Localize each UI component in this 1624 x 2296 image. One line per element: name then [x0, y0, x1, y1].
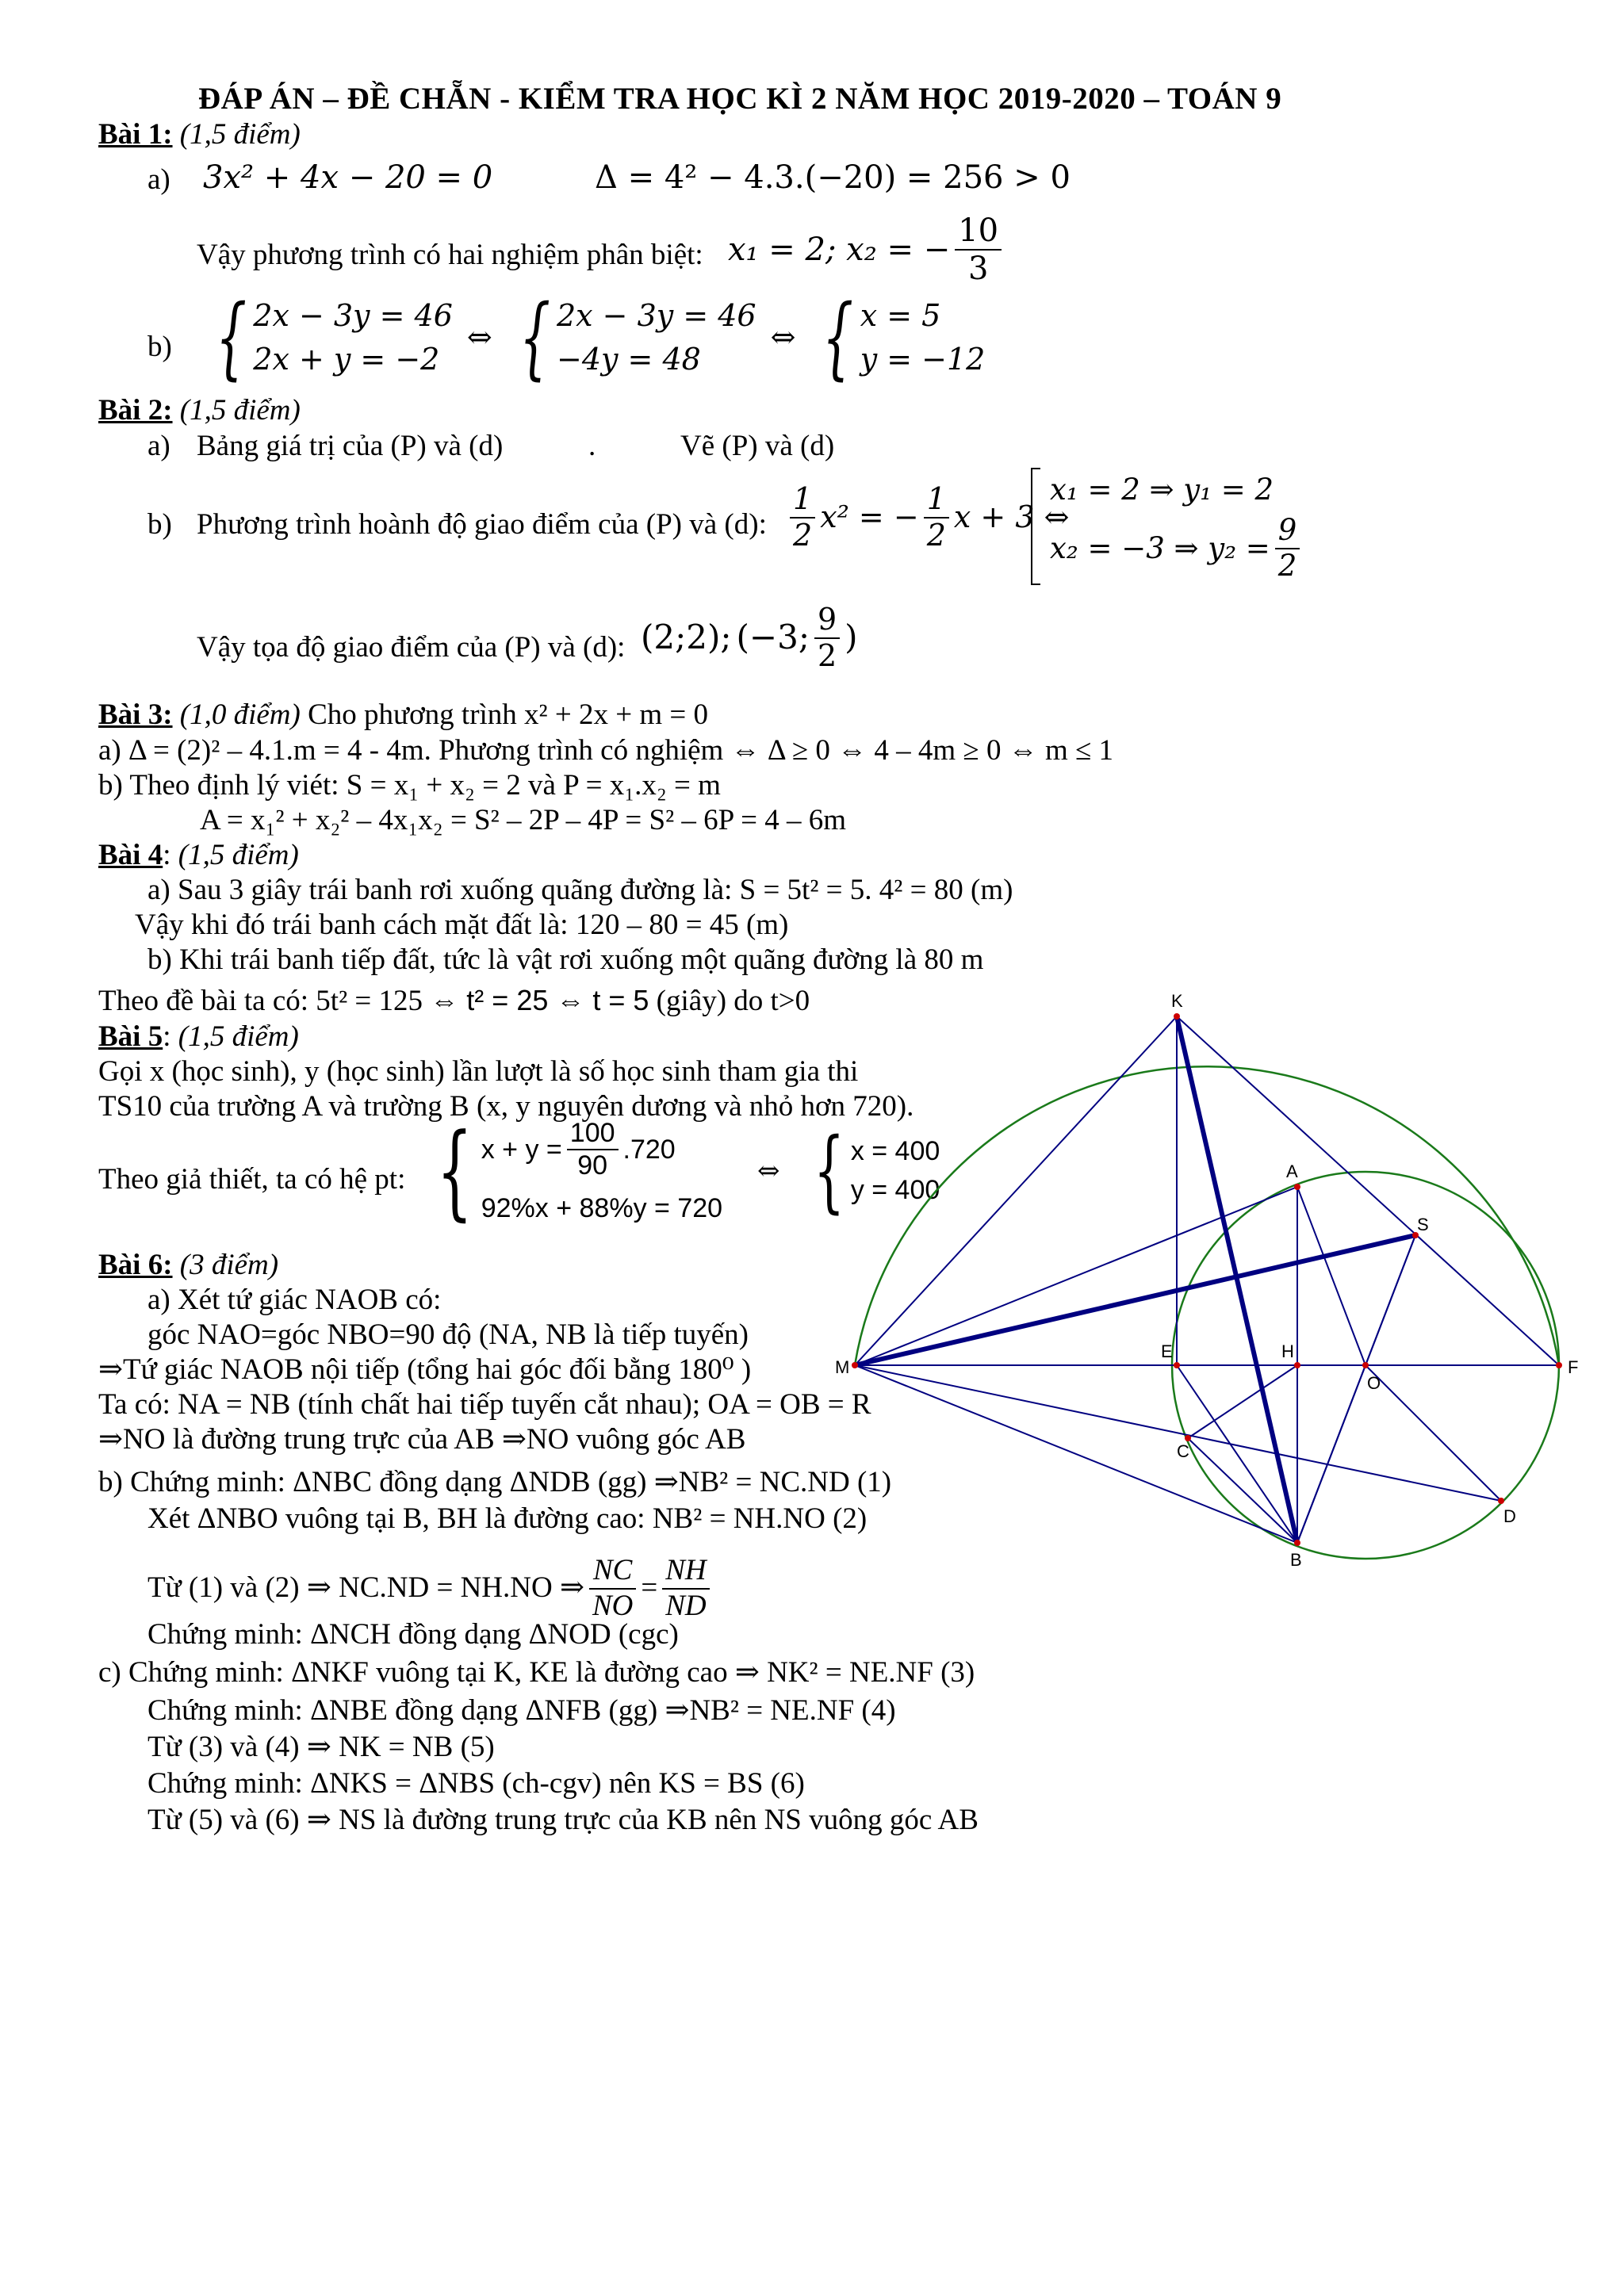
bai5-system2: { x = 400 y = 400	[813, 1119, 940, 1223]
bai5-line3: Theo giả thiết, ta có hệ pt:	[98, 1163, 406, 1196]
line-kf	[1177, 1016, 1559, 1365]
point-o	[1362, 1362, 1369, 1368]
bai6-heading: Bài 6:	[98, 1249, 173, 1281]
bai2-a-text2: Vẽ (P) và (d)	[680, 430, 835, 462]
bai2-b-equation	[785, 482, 1069, 553]
bai2-b-case2-num: 9	[1275, 514, 1300, 549]
geometry-figure	[825, 983, 1610, 1570]
bai6-ratio-line	[147, 1554, 714, 1623]
bai6-line-12: Chứng minh: ΔNKS = ΔNBS (ch-cgv) nên KS = BS (6)	[147, 1767, 805, 1800]
bai5-line2: TS10 của trường A và trường B (x, y nguyên dương và nhỏ hơn 720).	[98, 1090, 914, 1123]
bai1-a-roots	[728, 212, 1006, 287]
bai4-b2-part1: Theo đề bài ta có: 5t² = 125	[98, 985, 423, 1017]
bai1-a-frac-num: 10	[955, 212, 1002, 251]
bai2-b-half1-num: 1	[790, 482, 815, 519]
bai5-sys1-line1	[481, 1118, 722, 1181]
bai1-heading: Bài 1:	[98, 118, 173, 151]
bai1-a-delta: Δ = 4² − 4.3.(−20) = 256 > 0	[595, 159, 1071, 196]
bai2-b-point1: (2;2);	[641, 618, 732, 657]
bai1-b-system2: { 2x − 3y = 46 −4y = 48	[519, 286, 756, 389]
point-d	[1498, 1498, 1504, 1504]
label-b: B	[1290, 1550, 1302, 1570]
bai6-heading-line	[98, 1248, 278, 1283]
bai4-a: a) Sau 3 giây trái banh rơi xuống quãng đường là: S = 5t² = 5. 4² = 80 (m)	[147, 874, 1013, 906]
label-c: C	[1177, 1441, 1189, 1461]
line-ch	[1188, 1365, 1297, 1438]
bai4-b2-part3: (giây) do t>0	[656, 985, 810, 1017]
bai2-b-point2-num: 9	[814, 603, 840, 639]
bai3-b2: A = x₁² + x₂² – 4x₁x₂ = S² – 2P – 4P = S² – 6P = 4 – 6m	[200, 804, 847, 836]
bai2-b-label: b)	[147, 508, 172, 541]
label-a: A	[1286, 1161, 1298, 1181]
point-m	[852, 1362, 858, 1368]
label-f: F	[1568, 1357, 1579, 1377]
label-m: M	[835, 1357, 850, 1377]
bai4-b2-part2: ⇔ t² = 25 ⇔ t = 5	[430, 984, 649, 1016]
line-od	[1365, 1365, 1501, 1501]
bai6-line-7: Từ (1) và (2) ⇒ NC.ND = NH.NO ⇒	[147, 1571, 584, 1605]
bai2-b-case2: x₂ = −3 ⇒ y₂ =	[1050, 530, 1270, 565]
line-mb	[855, 1365, 1297, 1543]
bai2-b-case2-den: 2	[1277, 549, 1297, 583]
bai3-heading: Bài 3:	[98, 698, 173, 731]
point-e	[1174, 1362, 1180, 1368]
bai6-line-1: góc NAO=góc NBO=90 độ (NA, NB là tiếp tuyến)	[147, 1318, 749, 1351]
point-h	[1294, 1362, 1300, 1368]
bai3-a: a) Δ = (2)² – 4.1.m = 4 - 4m. Phương trình có nghiệm ⇔ Δ ≥ 0 ⇔ 4 – 4m ≥ 0 ⇔ m ≤ 1	[98, 734, 1114, 767]
point-f	[1556, 1362, 1562, 1368]
bai2-points: (1,5 điểm)	[179, 394, 301, 427]
point-c	[1185, 1435, 1191, 1441]
bai2-b-eq-part1: x² = −	[820, 499, 919, 534]
bai1-a-frac-den: 3	[967, 251, 989, 287]
bai3-intro: Cho phương trình x² + 2x + m = 0	[308, 698, 709, 731]
bai5-equiv: ⇔	[757, 1155, 780, 1188]
bai1-b-system1: { 2x − 3y = 46 2x + y = −2	[216, 286, 453, 389]
line-mk	[855, 1016, 1177, 1365]
bai1-heading-line	[98, 117, 301, 152]
bai2-b-half2-num: 1	[924, 482, 949, 519]
bai2-b-case2-frac	[1275, 514, 1300, 583]
bai2-b-half2-den: 2	[926, 517, 946, 553]
bai2-b-point2-open: (−3;	[736, 618, 810, 657]
bai3-heading-line	[98, 698, 708, 733]
bai4-b2-line	[98, 983, 810, 1019]
bai2-b-eq-part2: x + 3 ⇔	[953, 499, 1070, 534]
bai5-system1: { x + y = $\frac{100}{90}$ .720 92%x + 88%y = 720	[436, 1111, 723, 1232]
bai2-b-cases	[1031, 468, 1304, 585]
bai1-b-sys3-line2: y = −12	[860, 342, 986, 377]
bai1-b-equiv1: ⇔	[466, 320, 492, 355]
page-title: ĐÁP ÁN – ĐỀ CHẴN - KIỂM TRA HỌC KÌ 2 NĂM HỌC 2019-2020 – TOÁN 9	[198, 82, 1282, 116]
bai2-heading: Bài 2:	[98, 394, 173, 427]
label-e: E	[1161, 1341, 1173, 1361]
line-md	[855, 1365, 1501, 1501]
bai4-a2: Vậy khi đó trái banh cách mặt đất là: 120 – 80 = 45 (m)	[135, 909, 789, 941]
bai5-sys1-den: 90	[577, 1150, 608, 1181]
bai4-points: (1,5 điểm)	[178, 839, 299, 871]
bai2-b-half1-den: 2	[793, 517, 813, 553]
label-k: K	[1171, 991, 1183, 1011]
line-ao	[1297, 1187, 1365, 1365]
point-b	[1294, 1540, 1300, 1546]
bai5-heading: Bài 5	[98, 1020, 163, 1053]
bai2-a-dot: .	[588, 430, 596, 462]
label-o: O	[1367, 1373, 1381, 1393]
bai6-line-5: b) Chứng minh: ΔNBC đồng dạng ΔNDB (gg) ⇒NB² = NC.ND (1)	[98, 1466, 892, 1498]
bai5-sys2-line2: y = 400	[850, 1175, 940, 1206]
bai2-heading-line	[98, 393, 301, 428]
bai2-b-text: Phương trình hoành độ giao điểm của (P) và (d):	[197, 508, 767, 541]
label-d: D	[1503, 1506, 1516, 1526]
bai4-b: b) Khi trái banh tiếp đất, tức là vật rơi xuống một quãng đường là 80 m	[147, 943, 984, 976]
bai6-ratio-eq: =	[641, 1571, 658, 1605]
bai4-heading: Bài 4	[98, 839, 163, 871]
label-s: S	[1417, 1215, 1429, 1234]
bai1-b-systems	[200, 286, 988, 389]
bai6-ratio-num2: NH	[662, 1554, 709, 1590]
bai6-line-4: ⇒NO là đường trung trực của AB ⇒NO vuông góc AB	[98, 1423, 746, 1456]
bai6-line-6: Xét ΔNBO vuông tại B, BH là đường cao: NB² = NH.NO (2)	[147, 1502, 868, 1535]
bai6-ratio-den2: ND	[665, 1589, 707, 1622]
bai5-sys1-frac	[567, 1118, 619, 1181]
bai4-colon: :	[163, 839, 171, 871]
bai5-points: (1,5 điểm)	[178, 1020, 299, 1053]
bai2-b-point2-den: 2	[817, 637, 837, 673]
bai1-b-sys3-line1: x = 5	[860, 297, 941, 333]
line-sb	[1297, 1235, 1415, 1543]
bai6-line-11: Từ (3) và (4) ⇒ NK = NB (5)	[147, 1731, 495, 1763]
bai2-b-conclusion: Vậy tọa độ giao điểm của (P) và (d):	[197, 631, 626, 664]
bai2-b-point2-frac	[814, 603, 840, 673]
bai5-sys2-line1: x = 400	[850, 1136, 940, 1167]
bai2-b-frac-half2	[924, 482, 949, 553]
bai1-a-fraction	[955, 212, 1002, 287]
bai1-b-sys1-line2: 2x + y = −2	[253, 342, 440, 377]
bai5-line1: Gọi x (học sinh), y (học sinh) lần lượt là số học sinh tham gia thi	[98, 1055, 859, 1088]
bai1-a-label: a)	[147, 163, 170, 196]
bai2-b-points	[641, 603, 858, 673]
bai6-line-3: Ta có: NA = NB (tính chất hai tiếp tuyến cắt nhau); OA = OB = R	[98, 1388, 871, 1421]
bai4-heading-line	[98, 838, 299, 873]
bai6-line-2: ⇒Tứ giác NAOB nội tiếp (tổng hai góc đối bằng 180⁰ )	[98, 1353, 752, 1386]
bai5-colon: :	[163, 1020, 171, 1053]
bai1-a-equation: 3x² + 4x − 20 = 0	[203, 159, 493, 196]
bai1-points: (1,5 điểm)	[179, 118, 301, 151]
bai6-line-9: c) Chứng minh: ΔNKF vuông tại K, KE là đường cao ⇒ NK² = NE.NF (3)	[98, 1656, 975, 1689]
bai5-sys1-num: 100	[567, 1118, 619, 1150]
point-a	[1294, 1184, 1300, 1190]
bai2-a-text: Bảng giá trị của (P) và (d)	[197, 430, 504, 462]
bai2-a-label: a)	[147, 430, 170, 462]
bai6-ratio-num1: NC	[589, 1554, 636, 1590]
bai1-b-system3: { x = 5 y = −12	[822, 286, 986, 389]
bai2-b-case2-row	[1050, 512, 1304, 585]
bai5-heading-line	[98, 1020, 299, 1054]
bai1-a-roots-text: x₁ = 2; x₂ = −	[728, 232, 951, 268]
bai5-sys1-a: x + y =	[481, 1134, 562, 1165]
bai2-b-point2-close: )	[845, 618, 858, 657]
bai5-sys1-b: .720	[622, 1134, 676, 1165]
bai3-b: b) Theo định lý viét: S = x₁ + x₂ = 2 và P = x₁.x₂ = m	[98, 769, 721, 802]
bai2-b-frac-half1	[790, 482, 815, 553]
bai1-b-sys2-line1: 2x − 3y = 46	[556, 297, 756, 333]
bai6-line-10: Chứng minh: ΔNBE đồng dạng ΔNFB (gg) ⇒NB² = NE.NF (4)	[147, 1694, 896, 1727]
bai1-b-label: b)	[147, 331, 172, 363]
bai3-points: (1,0 điểm)	[179, 698, 301, 731]
bai6-points: (3 điểm)	[179, 1249, 279, 1281]
bai6-line-13: Từ (5) và (6) ⇒ NS là đường trung trực của KB nên NS vuông góc AB	[147, 1804, 979, 1836]
bai1-a-conclusion: Vậy phương trình có hai nghiệm phân biệt:	[197, 239, 703, 271]
bai1-b-sys1-line1: 2x − 3y = 46	[253, 297, 453, 333]
bai2-b-cases-bracket	[1031, 468, 1040, 585]
bai6-ratio-frac2	[662, 1554, 709, 1623]
point-k	[1174, 1013, 1180, 1020]
bai6-line-8: Chứng minh: ΔNCH đồng dạng ΔNOD (cgc)	[147, 1618, 679, 1651]
bai1-b-equiv2: ⇔	[770, 320, 796, 355]
bai6-line-0: a) Xét tứ giác NAOB có:	[147, 1284, 442, 1316]
bai1-b-sys2-line2: −4y = 48	[556, 342, 701, 377]
bai5-sys1-line2: 92%x + 88%y = 720	[481, 1193, 723, 1224]
line-kb-bold	[1177, 1016, 1297, 1543]
label-h: H	[1281, 1341, 1294, 1361]
line-ms-bold	[855, 1235, 1415, 1365]
bai6-ratio-frac1	[589, 1554, 636, 1623]
large-circle-arc	[855, 1066, 1559, 1365]
bai2-b-case1: x₁ = 2 ⇒ y₁ = 2	[1050, 473, 1274, 507]
bai6-ratio-den1: NO	[592, 1589, 634, 1622]
